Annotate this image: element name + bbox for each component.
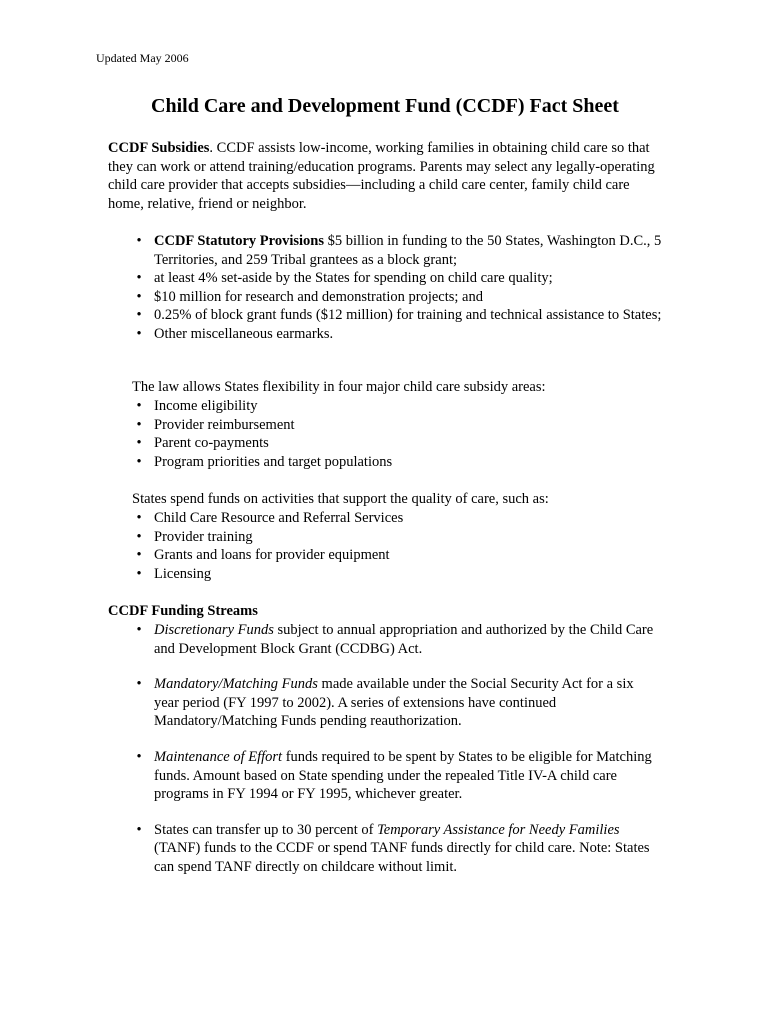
updated-date: Updated May 2006: [96, 51, 189, 65]
funding-streams-list: [132, 621, 662, 894]
bullet-icon: •: [136, 435, 142, 452]
quality-intro: States spend funds on activities that support the quality of care, such as:: [132, 491, 549, 507]
bullet-icon: •: [136, 528, 142, 545]
bullet-icon: •: [136, 270, 142, 287]
list-item-text: funds required to be spent by States to be eligible for Matching funds. Amount based on State spending under the repealed Title IV-A child care programs in FY 1994 or FY 1995, whichever greater.: [154, 748, 652, 803]
list-item: [132, 453, 662, 472]
statutory-list: [132, 232, 662, 344]
stream-name: Mandatory/Matching Funds: [154, 676, 318, 693]
list-item-text: Grants and loans for provider equipment: [154, 547, 390, 564]
flexibility-intro: The law allows States flexibility in four major child care subsidy areas:: [132, 379, 546, 395]
bullet-icon: •: [136, 676, 142, 693]
list-item-text: (TANF) funds to the CCDF or spend TANF funds directly for child care. Note: States can spend TANF directly on childcare without limit.: [154, 840, 650, 875]
list-item: [132, 325, 662, 344]
stream-name: Temporary Assistance for Needy Families: [377, 821, 620, 838]
list-item-text: Licensing: [154, 565, 212, 582]
subsidies-text: . CCDF assists low-income, working families in obtaining child care so that they can work or attend training/education programs. Parents may select any legally-operating child care provider that accepts subsidies—including a child care center, family child care home, relative, friend or neighbor.: [108, 140, 655, 212]
page-title: Child Care and Development Fund (CCDF) Fact Sheet: [151, 95, 619, 117]
list-item: [132, 434, 662, 453]
bullet-icon: •: [136, 547, 142, 564]
list-item-text: Program priorities and target populations: [154, 453, 393, 470]
bullet-icon: •: [136, 821, 142, 838]
list-item: [132, 416, 662, 435]
list-item: [132, 232, 662, 269]
list-item: [132, 821, 662, 877]
bullet-icon: •: [136, 325, 142, 342]
list-item-text: Provider training: [154, 528, 253, 545]
bullet-icon: •: [136, 622, 142, 638]
bullet-icon: •: [136, 453, 142, 470]
bullet-icon: •: [136, 398, 142, 414]
bullet-icon: •: [136, 233, 142, 249]
list-item-text: Provider reimbursement: [154, 416, 295, 433]
bullet-icon: •: [136, 288, 142, 305]
list-item-text: at least 4% set-aside by the States for spending on child care quality;: [154, 270, 553, 287]
list-item: [132, 748, 662, 804]
list-item: [132, 565, 662, 584]
flexibility-list: [132, 397, 662, 471]
funding-streams-heading: CCDF Funding Streams: [108, 603, 258, 619]
list-item-text: made available under the Social Security Act for a six year period (FY 1997 to 2002). A series of extensions have continued Mandatory/Matching Funds pending reauthorization.: [154, 676, 634, 730]
list-item: [132, 528, 662, 547]
stream-name: Discretionary Funds: [154, 622, 274, 638]
list-item-text: Child Care Resource and Referral Services: [154, 510, 404, 526]
list-item: [132, 397, 662, 416]
list-item: [132, 509, 662, 528]
subsidies-paragraph: [108, 139, 668, 213]
list-item: [132, 546, 662, 565]
list-item: [132, 306, 662, 325]
list-item-text: Parent co-payments: [154, 435, 269, 452]
list-item-text: $5 billion in funding to the 50 States, Washington D.C., 5 Territories, and 259 Tribal grantees as a block grant;: [154, 233, 662, 268]
list-item-text: Other miscellaneous earmarks.: [154, 325, 334, 342]
list-item: [132, 269, 662, 288]
bullet-icon: •: [136, 416, 142, 433]
list-item-text: Income eligibility: [154, 398, 258, 414]
list-item-text: 0.25% of block grant funds ($12 million) for training and technical assistance to States;: [154, 307, 662, 324]
list-item-text: $10 million for research and demonstration projects; and: [154, 288, 483, 305]
bullet-icon: •: [136, 748, 142, 765]
stream-name: Maintenance of Effort: [154, 748, 283, 765]
quality-list: [132, 509, 662, 583]
bullet-icon: •: [136, 307, 142, 324]
bullet-icon: •: [136, 565, 142, 582]
list-item: [132, 621, 662, 658]
statutory-label: CCDF Statutory Provisions: [154, 233, 324, 249]
subsidies-label: CCDF Subsidies: [108, 140, 210, 156]
bullet-icon: •: [136, 510, 142, 526]
list-item-text: States can transfer up to 30 percent of: [154, 821, 378, 838]
list-item: [132, 675, 662, 731]
list-item: [132, 288, 662, 307]
list-item-text: subject to annual appropriation and authorized by the Child Care and Development Block Grant (CCDBG) Act.: [154, 622, 654, 657]
